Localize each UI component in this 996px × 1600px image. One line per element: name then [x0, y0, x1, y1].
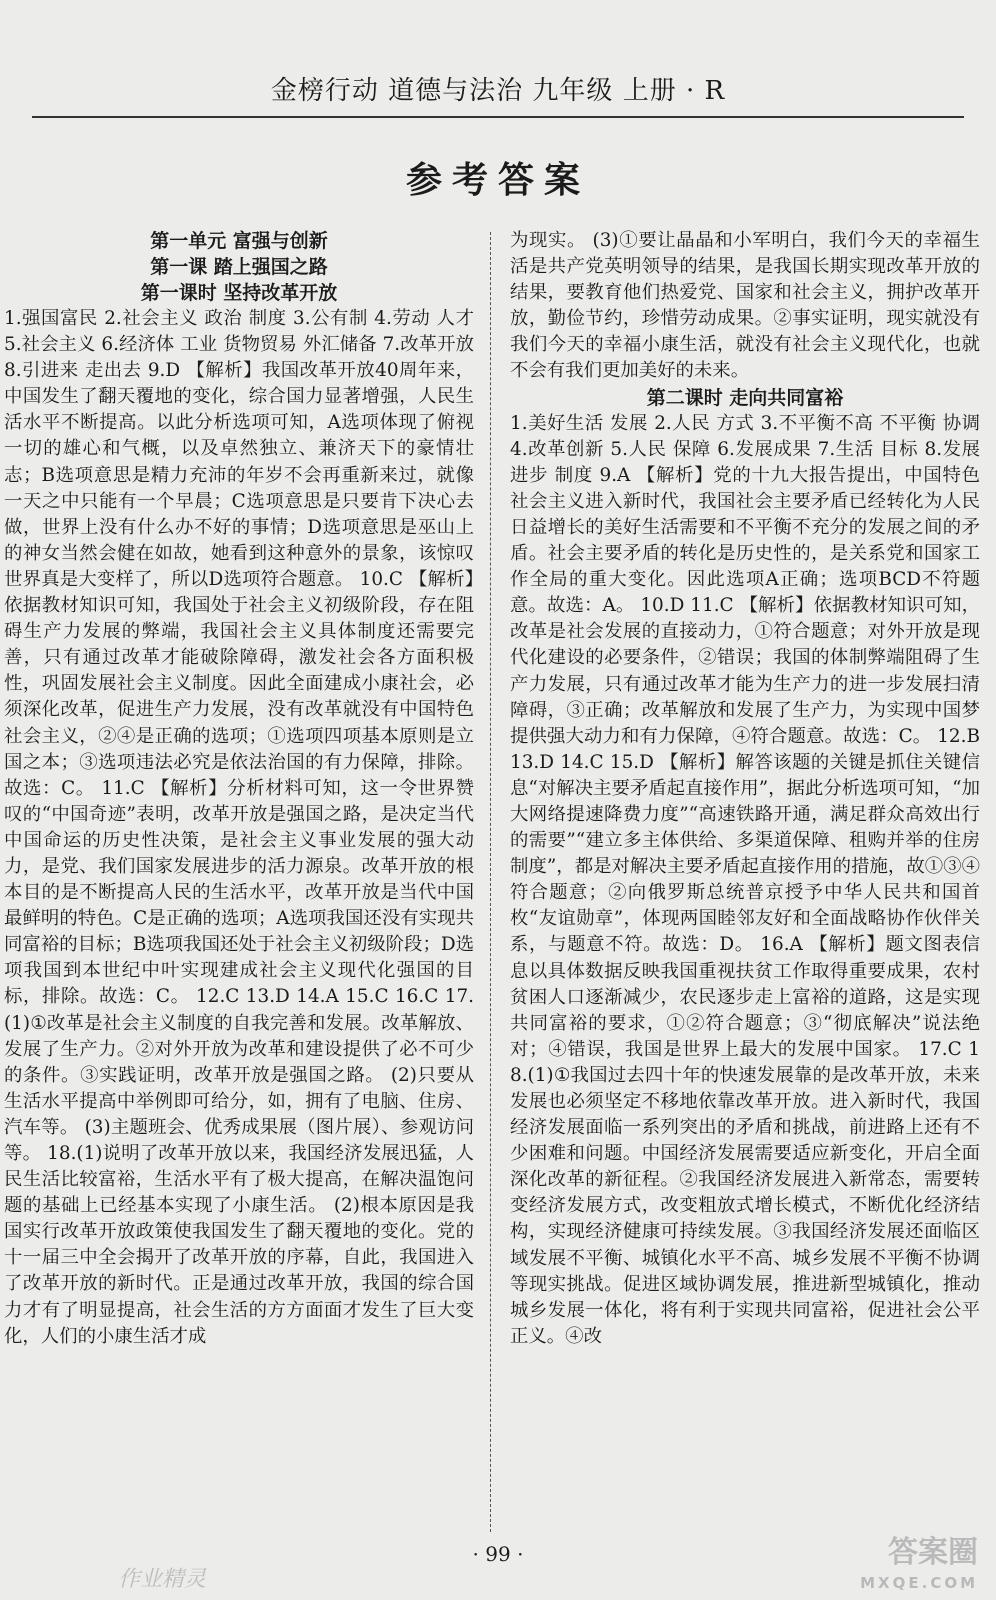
section-heading-2: 第二课时 走向共同富裕 — [646, 386, 844, 409]
page-number: · 99 · — [472, 1542, 524, 1566]
lesson-heading: 第一课 踏上强国之路 — [150, 256, 328, 278]
scan-watermark: 作业精灵 — [118, 1567, 207, 1592]
page-title: 参考答案 — [405, 159, 590, 201]
left-column — [4, 228, 474, 1350]
watermark-logo-url: MXQE.COM — [860, 1574, 978, 1592]
section-heading: 第一课时 坚持改革开放 — [140, 282, 338, 304]
right-column — [510, 228, 980, 1350]
answer-paragraph: 1.美好生活 发展 2.人民 方式 3.不平衡不高 不平衡 协调 4.改革创新 5.人民 保障 6.发展成果 7.生活 目标 8.发展 进步 制度 9.A 【解析】党的十九大报告提出，中国特色社会主义进入新时代，我国社会主要矛盾已经转化为人民日益增长的美好生活需要和不平衡不充分的发展之间的矛盾。社会主要矛盾的转化是历史性的，是关系党和国家工作全局的重大变化。因此选项A正确；选项BCD不符题意。故选：A。 10.D 11.C 【解析】依据教材知识可知，改革是社会发展的直接动力，①符合题意；对外开放是现代化建设的必要条件，②错误；我国的体制弊端阻碍了生产力发展，只有通过改革才能为生产力的进一步发展扫清障碍，③正确；改革解放和发展了生产力，为实现中国梦提供强大动力和有力保障，④符合题意。故选：C。 12.B 13.D 14.C 15.D 【解析】解答该题的关键是抓住关键信息“对解决主要矛盾起直接作用”，据此分析选项可知，“加大网络提速降费力度”“高速铁路开通，满足群众高效出行的需要”“建立多主体供给、多渠道保障、租购并举的住房制度”，都是对解决主要矛盾起直接作用的措施，故①③④符合题意；②向俄罗斯总统普京授予中华人民共和国首枚“友谊勋章”，体现两国睦邻友好和全面战略协作伙伴关系，与题意不符。故选：D。 16.A 【解析】题文图表信息以具体数据反映我国重视扶贫工作取得重要成果，农村贫困人口逐渐减少，农民逐步走上富裕的道路，这是实现共同富裕的要求，①②符合题意；③“彻底解决”说法绝对；④错误，我国是世界上最大的发展中国家。 17.C 18.(1)①我国过去四十年的快速发展靠的是改革开放，未来发展也必须坚定不移地依靠改革开放。进入新时代，我国经济发展面临一系列突出的矛盾和挑战，前进路上还有不少困难和问题。中国经济发展需要适应新变化，开启全面深化改革的新征程。②我国经济发展进入新常态，需要转变经济发展方式，改变粗放式增长模式，不断优化经济结构，实现经济健康可持续发展。③我国经济发展还面临区域发展不平衡、城镇化水平不高、城乡发展不平衡不协调等现实挑战。促进区域协调发展，推进新型城镇化，推动城乡发展一体化，将有利于实现共同富裕，促进社会公平正义。④改 — [510, 412, 980, 1347]
watermark-logo — [860, 1535, 978, 1598]
answer-paragraph: 1.强国富民 2.社会主义 政治 制度 3.公有制 4.劳动 人才 5.社会主义 6.经济体 工业 货物贸易 外汇储备 7.改革开放 8.引进来 走出去 9.D 【解析】我国改革开放40周年来，中国发生了翻天覆地的变化，综合国力显著增强，人民生活水平不断提高。以此分析选项可知，A选项体现了俯视一切的雄心和气概，以及卓然独立、兼济天下的豪情壮志；B选项意思是精力充沛的年岁不会再重新来过，就像一天之中只能有一个早晨；C选项意思是只要肯下决心去做，世界上没有什么办不好的事情；D选项意思是巫山上的神女当然会健在如故，她看到这种意外的景象，该惊叹世界真是大变样了，所以D选项符合题意。 10.C 【解析】依据教材知识可知，我国处于社会主义初级阶段，存在阻碍生产力发展的弊端，我国社会主义具体制度还需要完善，只有通过改革才能破除障碍，激发社会各方面积极性，巩固发展社会主义制度。因此全面建成小康社会，必须深化改革，促进生产力发展，没有改革就没有中国特色社会主义，②④是正确的选项；①选项四项基本原则是立国之本；③选项违法必究是依法治国的有力保障，排除。故选：C。 11.C 【解析】分析材料可知，这一令世界赞叹的“中国奇迹”表明，改革开放是强国之路，是决定当代中国命运的历史性决策，是社会主义事业发展的强大动力，是党、我们国家发展进步的活力源泉。改革开放的根本目的是不断提高人民的生活水平，改革开放是当代中国最鲜明的特色。C是正确的选项；A选项我国还没有实现共同富裕的目标；B选项我国还处于社会主义初级阶段；D选项我国到本世纪中叶实现建成社会主义现代化强国的目标，排除。故选：C。 12.C 13.D 14.A 15.C 16.C 17.(1)①改革是社会主义制度的自我完善和发展。改革解放、发展了生产力。②对外开放为改革和建设提供了必不可少的条件。③实践证明，改革开放是强国之路。 (2)只要从生活水平提高中举例即可给分，如，拥有了电脑、住房、汽车等。 (3)主题班会、优秀成果展（图片展）、参观访问等。 18.(1)说明了改革开放以来，我国经济发展迅猛，人民生活比较富裕，生活水平有了极大提高，在解决温饱问题的基础上已经基本实现了小康生活。 (2)根本原因是我国实行改革开放政策使我国发生了翻天覆地的变化。党的十一届三中全会揭开了改革开放的序幕，自此，我国进入了改革开放的新时代。正是通过改革开放，我国的综合国力才有了明显提高，社会生活的方方面面才发生了巨大变化，人们的小康生活才成 — [4, 308, 474, 1347]
watermark-logo-text: 答案圈 — [888, 1535, 978, 1570]
running-header: 金榜行动 道德与法治 九年级 上册 · R — [270, 76, 726, 106]
unit-heading: 第一单元 富强与创新 — [150, 230, 328, 252]
answer-paragraph-continued: 为现实。 (3)①要让晶晶和小军明白，我们今天的幸福生活是共产党英明领导的结果，是我国长期实现改革开放的结果，要教育他们热爱党、国家和社会主义，拥护改革开放，勤俭节约，珍惜劳动成果。②事实证明，现实就没有我们今天的幸福小康生活，就没有社会主义现代化，也就不会有我们更加美好的未来。 — [510, 230, 980, 382]
column-divider — [490, 232, 491, 1532]
header-rule — [32, 116, 964, 118]
